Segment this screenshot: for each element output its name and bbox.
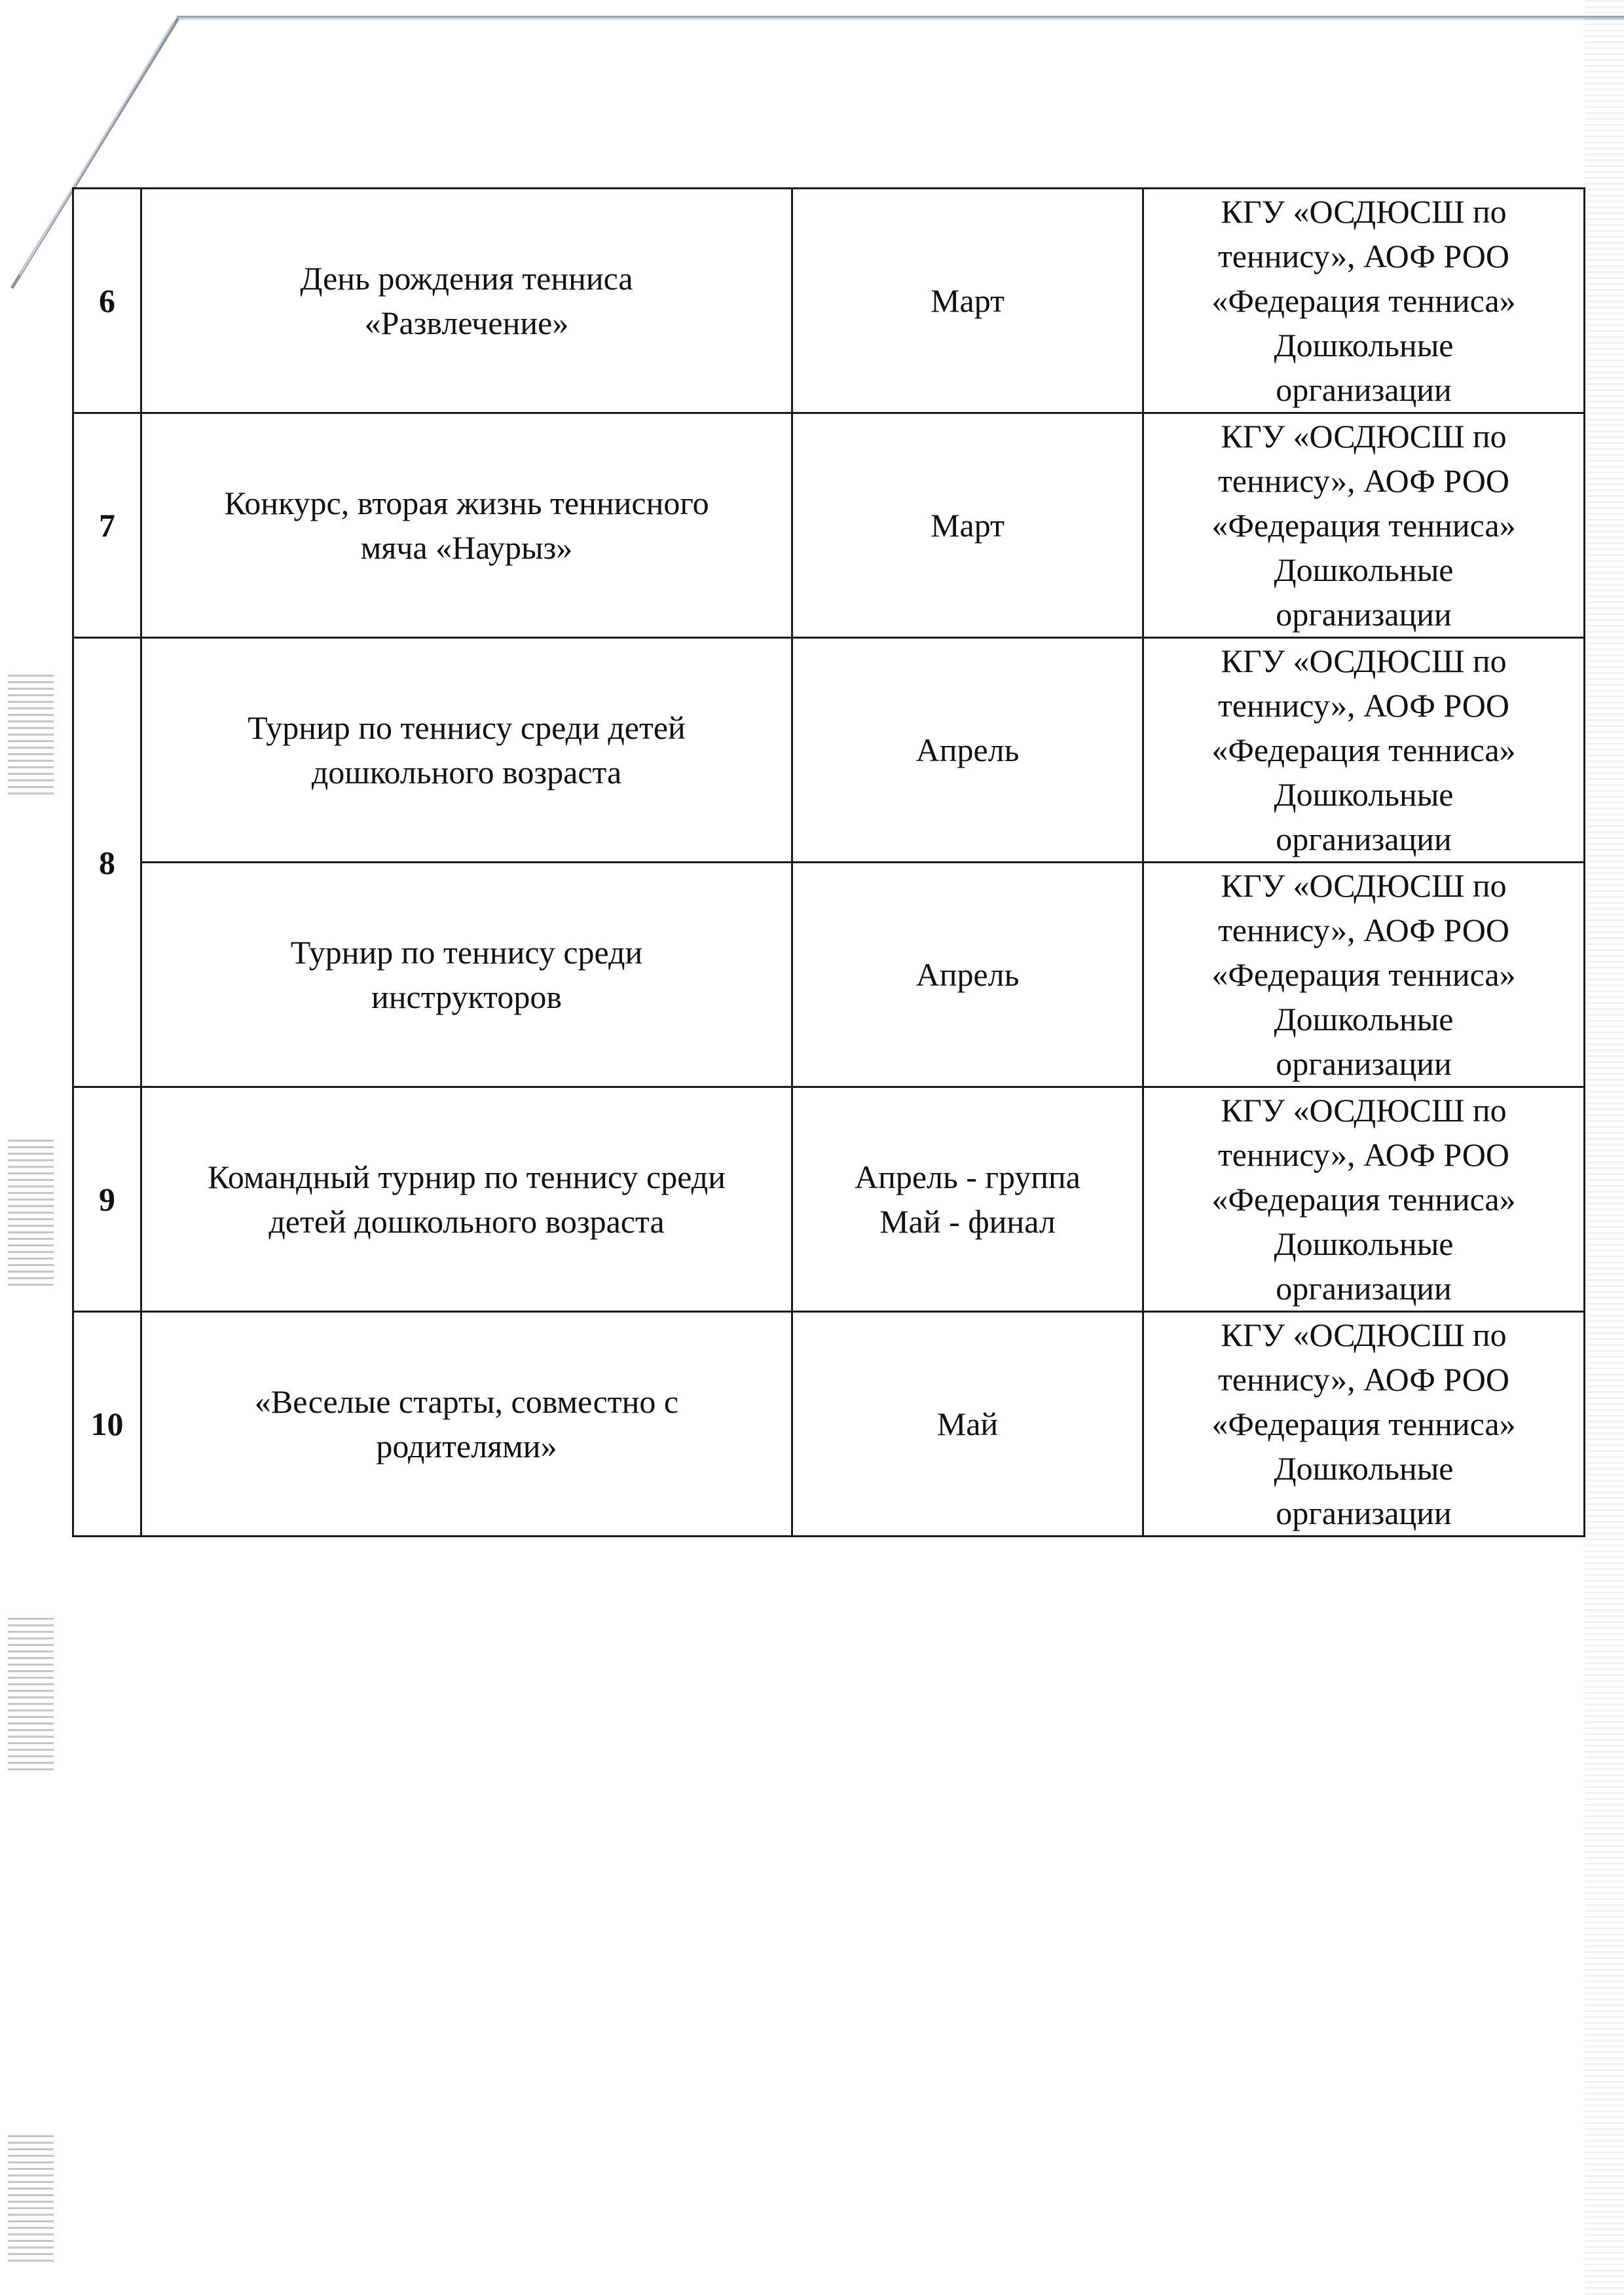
event-line: детей дошкольного возраста [268, 1203, 665, 1240]
event-line: «Развлечение» [364, 305, 569, 341]
scan-noise-left [8, 1140, 54, 1290]
table-row [73, 863, 1585, 1087]
events-table [72, 187, 1585, 1537]
organizer-line: теннису», АОФ РОО [1217, 1136, 1510, 1173]
scan-noise-left [8, 675, 54, 799]
event-line: родителями» [376, 1428, 557, 1465]
event-line: «Веселые старты, совместно с [254, 1383, 679, 1420]
organizer-line: «Федерация тенниса» [1211, 1181, 1516, 1218]
table-row [73, 413, 1585, 638]
organizer-line: «Федерация тенниса» [1211, 1406, 1516, 1442]
organizer-line: теннису», АОФ РОО [1217, 1361, 1510, 1398]
organizer-line: Дошкольные [1274, 1450, 1454, 1487]
organizer-line: КГУ «ОСДЮСШ по [1221, 418, 1507, 455]
scan-noise-left [8, 1618, 54, 1775]
date-cell [792, 413, 1143, 638]
row-number: 8 [73, 638, 141, 1087]
organizer-line: «Федерация тенниса» [1211, 282, 1516, 319]
organizer-line: Дошкольные [1274, 1225, 1454, 1262]
table-row [73, 1312, 1585, 1537]
organizer-cell [1143, 638, 1585, 863]
organizer-line: КГУ «ОСДЮСШ по [1221, 643, 1507, 679]
event-line: мяча «Наурыз» [360, 529, 573, 566]
date-cell [792, 1087, 1143, 1312]
organizer-line: теннису», АОФ РОО [1217, 462, 1510, 499]
scan-noise-left [8, 2135, 54, 2266]
row-number: 6 [73, 189, 141, 413]
event-line: Турнир по теннису среди [290, 934, 643, 971]
scan-top-edge [177, 16, 1624, 21]
event-line: Турнир по теннису среди детей [248, 709, 686, 746]
event-line: День рождения тенниса [300, 260, 633, 297]
table-row [73, 1087, 1585, 1312]
organizer-cell [1143, 1087, 1585, 1312]
date-line: Март [931, 507, 1005, 544]
organizer-line: КГУ «ОСДЮСШ по [1221, 1092, 1507, 1129]
date-line: Апрель [915, 732, 1020, 768]
organizer-line: организации [1276, 1045, 1452, 1082]
date-line: Май [936, 1406, 999, 1442]
event-cell [141, 1087, 792, 1312]
event-cell [141, 189, 792, 413]
organizer-line: Дошкольные [1274, 776, 1454, 813]
organizer-line: организации [1276, 1270, 1452, 1307]
organizer-cell [1143, 189, 1585, 413]
date-cell [792, 638, 1143, 863]
event-line: Конкурс, вторая жизнь теннисного [224, 485, 709, 521]
organizer-line: организации [1276, 371, 1452, 408]
organizer-line: теннису», АОФ РОО [1217, 912, 1510, 948]
date-cell [792, 863, 1143, 1087]
date-line: Апрель [915, 956, 1020, 993]
organizer-line: организации [1276, 596, 1452, 633]
event-cell [141, 863, 792, 1087]
date-line: Май - финал [879, 1203, 1056, 1240]
event-line: Командный турнир по теннису среди [208, 1159, 726, 1195]
organizer-line: организации [1276, 821, 1452, 857]
date-cell [792, 1312, 1143, 1537]
scan-noise-right [1585, 0, 1624, 2295]
date-cell [792, 189, 1143, 413]
row-number: 9 [73, 1087, 141, 1312]
organizer-line: организации [1276, 1495, 1452, 1531]
event-cell [141, 638, 792, 863]
event-line: инструкторов [371, 979, 562, 1015]
organizer-line: «Федерация тенниса» [1211, 507, 1516, 544]
organizer-cell [1143, 1312, 1585, 1537]
organizer-line: «Федерация тенниса» [1211, 956, 1516, 993]
organizer-line: Дошкольные [1274, 327, 1454, 364]
organizer-line: «Федерация тенниса» [1211, 732, 1516, 768]
organizer-line: Дошкольные [1274, 551, 1454, 588]
organizer-line: теннису», АОФ РОО [1217, 238, 1510, 274]
organizer-line: Дошкольные [1274, 1001, 1454, 1037]
date-line: Март [931, 282, 1005, 319]
date-line: Апрель - группа [854, 1159, 1081, 1195]
organizer-line: КГУ «ОСДЮСШ по [1221, 867, 1507, 904]
event-cell [141, 1312, 792, 1537]
row-number: 7 [73, 413, 141, 638]
event-cell [141, 413, 792, 638]
table-row [73, 189, 1585, 413]
organizer-cell [1143, 863, 1585, 1087]
row-number: 10 [73, 1312, 141, 1537]
organizer-line: теннису», АОФ РОО [1217, 687, 1510, 724]
table-row [73, 638, 1585, 863]
organizer-line: КГУ «ОСДЮСШ по [1221, 193, 1507, 230]
organizer-line: КГУ «ОСДЮСШ по [1221, 1316, 1507, 1353]
event-line: дошкольного возраста [311, 754, 622, 791]
organizer-cell [1143, 413, 1585, 638]
